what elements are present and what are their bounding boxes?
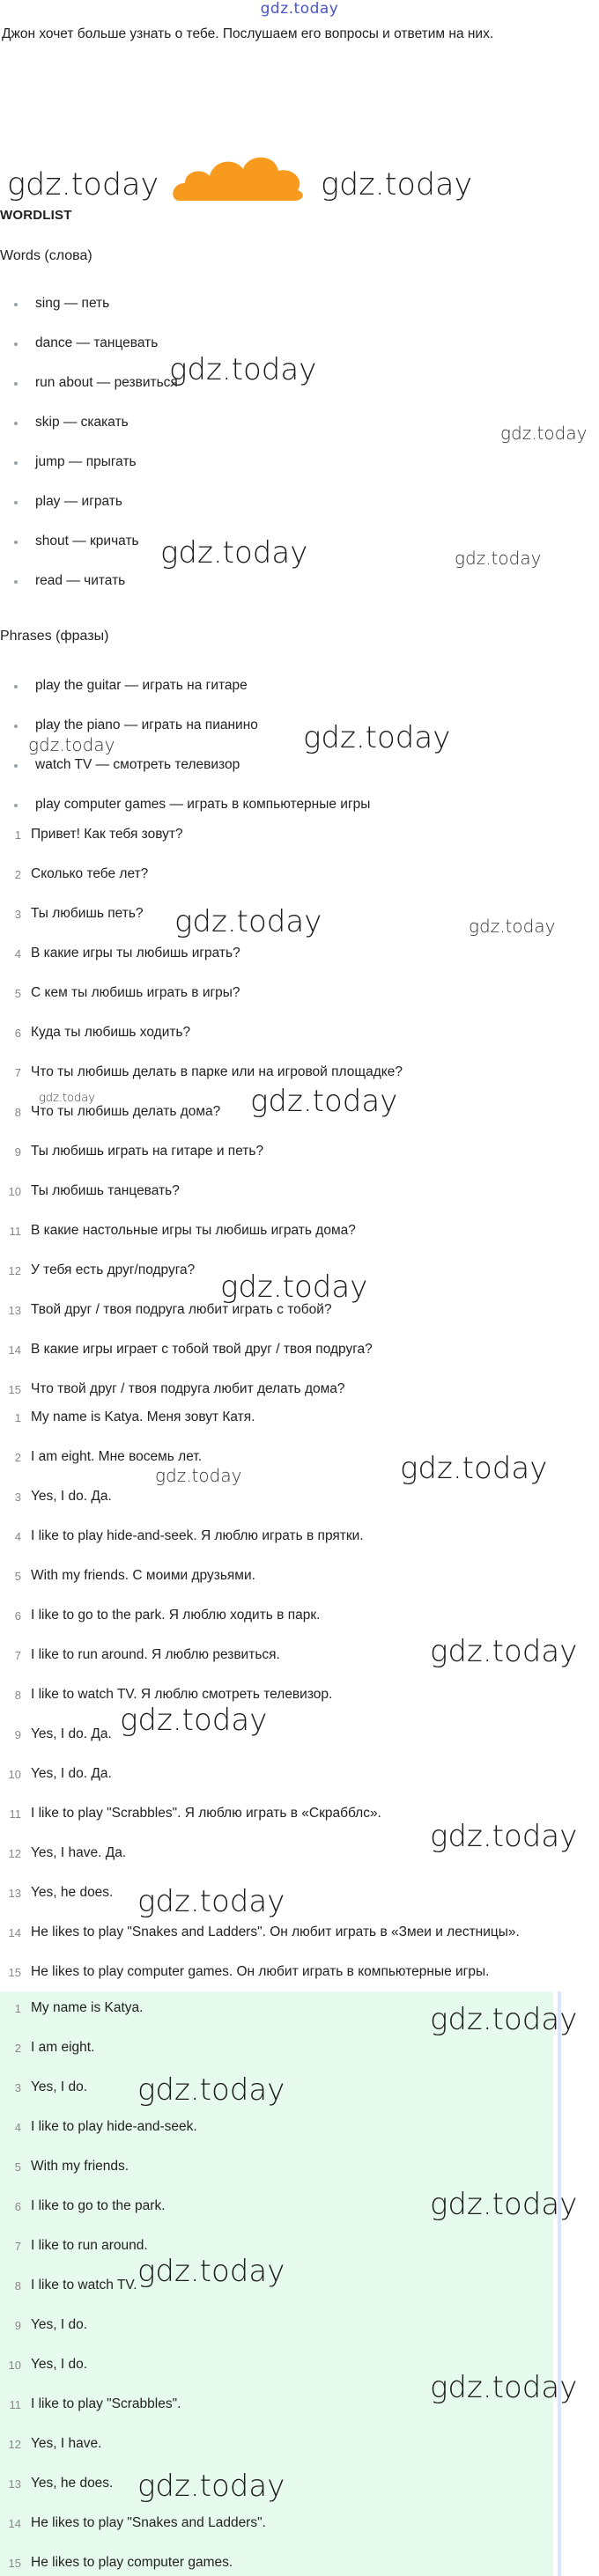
item-number: 2: [14, 2042, 21, 2055]
watermark: gdz.today: [137, 1884, 285, 1919]
item-number: 15: [8, 1383, 21, 1396]
words-title: Words (слова): [0, 248, 92, 263]
phrase-item-text: play the guitar — играть на гитаре: [35, 678, 248, 693]
question-item-text: Что ты любишь делать в парке или на игровой площадке?: [31, 1064, 403, 1079]
item-number: 11: [9, 2398, 21, 2411]
answer-item-text: I like to watch TV.: [31, 2278, 137, 2293]
translated-answer-item: [0, 1726, 581, 1746]
bullet-icon: [14, 342, 18, 346]
watermark: gdz.today: [137, 2072, 285, 2108]
question-item-text: У тебя есть друг/подруга?: [31, 1262, 196, 1277]
question-item: [0, 866, 581, 886]
question-item-text: Что твой друг / твоя подруга любит делать дома?: [31, 1381, 345, 1396]
item-number: 3: [14, 1490, 21, 1504]
translated-answer-item-text: I like to go to the park. Я люблю ходить в парк.: [31, 1608, 321, 1623]
question-item-text: В какие игры играет с тобой твой друг / твоя подруга?: [31, 1342, 373, 1357]
answer-item: [0, 2476, 581, 2495]
item-number: 2: [14, 1451, 21, 1464]
translated-answer-item: [0, 1687, 581, 1706]
bullet-icon: [14, 422, 18, 425]
translated-answer-item: [0, 1608, 581, 1627]
translated-answer-item-text: I like to run around. Я люблю резвиться.: [31, 1647, 280, 1662]
answer-item: [0, 2515, 581, 2535]
wordlist-heading: WORDLIST: [0, 208, 72, 223]
bullet-icon: [14, 580, 18, 584]
translated-answer-item-text: Yes, he does.: [31, 1885, 114, 1900]
translated-answer-item: [0, 1925, 581, 1944]
item-number: 9: [14, 1145, 21, 1159]
item-number: 7: [14, 2240, 21, 2253]
translated-answer-item-text: With my friends. С моими друзьями.: [31, 1568, 255, 1583]
translated-answer-item-text: Yes, I do. Да.: [31, 1489, 112, 1504]
question-item: [0, 1025, 581, 1044]
item-number: 14: [8, 1343, 21, 1357]
bullet-icon: [14, 764, 18, 768]
item-number: 1: [14, 1411, 21, 1424]
question-item-text: Твой друг / твоя подруга любит играть с тобой?: [31, 1302, 332, 1317]
answer-item-text: I like to run around.: [31, 2238, 148, 2253]
answer-item: [0, 2278, 581, 2297]
watermark: gdz.today: [400, 1451, 548, 1486]
answer-item-text: Yes, I have.: [31, 2436, 102, 2451]
item-number: 3: [14, 908, 21, 921]
watermark: gdz.today: [220, 1270, 368, 1305]
watermark: gdz.today: [7, 167, 159, 202]
word-item-text: shout — кричать: [35, 534, 139, 548]
watermark: gdz.today: [28, 734, 115, 755]
item-number: 8: [14, 1106, 21, 1119]
watermark: gdz.today: [39, 1092, 95, 1105]
answer-item-text: I like to go to the park.: [31, 2198, 166, 2213]
watermark: gdz.today: [250, 1084, 398, 1119]
intro-text: Джон хочет больше узнать о тебе. Послушаем его вопросы и ответим на них.: [2, 26, 494, 41]
phrase-item-text: play computer games — играть в компьютерные игры: [35, 797, 371, 812]
word-item-text: read — читать: [35, 573, 126, 588]
item-number: 11: [9, 1225, 21, 1238]
item-number: 6: [14, 1027, 21, 1040]
question-item-text: Ты любишь петь?: [31, 906, 144, 921]
item-number: 1: [14, 2002, 21, 2015]
question-item: [0, 1381, 581, 1401]
item-number: 10: [8, 1768, 21, 1781]
word-item-text: jump — прыгать: [35, 454, 137, 469]
item-number: 8: [14, 1689, 21, 1702]
item-number: 5: [14, 987, 21, 1000]
watermark: gdz.today: [430, 1819, 578, 1854]
answer-item: [0, 2436, 581, 2455]
phrase-item-text: play the piano — играть на пианино: [35, 718, 258, 732]
item-number: 7: [14, 1066, 21, 1079]
item-number: 15: [8, 1966, 21, 1979]
answer-item: [0, 2555, 581, 2574]
question-item: [0, 827, 581, 846]
translated-answer-item: [0, 1568, 581, 1587]
answer-item-text: Yes, I do.: [31, 2079, 88, 2094]
item-number: 14: [8, 2517, 21, 2530]
word-item-text: skip — скакать: [35, 415, 129, 430]
translated-answer-item-text: I like to play hide-and-seek. Я люблю играть в прятки.: [31, 1528, 364, 1543]
word-item: [0, 415, 564, 434]
word-item: [0, 296, 564, 315]
answer-item-text: Yes, he does.: [31, 2476, 114, 2491]
translated-answer-item: [0, 1528, 581, 1548]
item-number: 6: [14, 1609, 21, 1623]
answer-item-text: With my friends.: [31, 2159, 129, 2174]
answer-item: [0, 2238, 581, 2257]
word-item-text: sing — петь: [35, 296, 110, 311]
watermark: gdz.today: [430, 2002, 578, 2037]
word-item-text: play — играть: [35, 494, 122, 509]
translated-answer-item: [0, 1964, 581, 1984]
answer-item: [0, 2040, 581, 2059]
item-number: 13: [8, 2477, 21, 2491]
question-item-text: Что ты любишь делать дома?: [31, 1104, 221, 1119]
answer-item: [0, 2317, 581, 2337]
question-item: [0, 1064, 581, 1084]
item-number: 5: [14, 2160, 21, 2174]
bullet-icon: [14, 303, 18, 306]
question-item-text: В какие настольные игры ты любишь играть дома?: [31, 1223, 356, 1238]
question-item-text: Ты любишь играть на гитаре и петь?: [31, 1144, 264, 1159]
watermark: gdz.today: [303, 720, 451, 755]
answer-item: [0, 2119, 581, 2138]
watermark: gdz.today: [137, 2254, 285, 2289]
translated-answer-item: [0, 1489, 581, 1508]
item-number: 10: [8, 1185, 21, 1198]
answer-item-text: I like to play "Scrabbles".: [31, 2396, 181, 2411]
item-number: 2: [14, 868, 21, 881]
bullet-icon: [14, 382, 18, 386]
watermark: gdz.today: [430, 1634, 578, 1669]
item-number: 14: [8, 1926, 21, 1939]
item-number: 1: [14, 828, 21, 842]
item-number: 8: [14, 2279, 21, 2293]
question-item: [0, 946, 581, 965]
translated-answer-item-text: He likes to play computer games. Он любит играть в компьютерные игры.: [31, 1964, 490, 1979]
answer-item-text: Yes, I do.: [31, 2357, 88, 2372]
item-number: 13: [8, 1304, 21, 1317]
question-item-text: Привет! Как тебя зовут?: [31, 827, 183, 842]
question-item-text: Ты любишь танцевать?: [31, 1183, 180, 1198]
item-number: 6: [14, 2200, 21, 2213]
answer-item-text: He likes to play computer games.: [31, 2555, 233, 2570]
translated-answer-item-text: He likes to play "Snakes and Ladders". Он любит играть в «Змеи и лестницы».: [31, 1925, 520, 1939]
phrase-item: [0, 678, 564, 697]
translated-answer-item-text: Yes, I have. Да.: [31, 1845, 127, 1860]
question-item: [0, 1342, 581, 1361]
translated-answer-item-text: I am eight. Мне восемь лет.: [31, 1449, 202, 1464]
word-item-text: run about — резвиться: [35, 375, 178, 390]
watermark: gdz.today: [469, 916, 556, 937]
translated-answer-item: [0, 1885, 581, 1904]
item-number: 3: [14, 2081, 21, 2094]
item-number: 13: [8, 1887, 21, 1900]
translated-answer-item-text: I like to play "Scrabbles". Я люблю играть в «Скрабблс».: [31, 1806, 381, 1821]
bullet-icon: [14, 804, 18, 807]
item-number: 4: [14, 2121, 21, 2134]
question-item-text: Сколько тебе лет?: [31, 866, 149, 881]
answer-item: [0, 2159, 581, 2178]
bullet-icon: [14, 501, 18, 504]
answer-item-text: My name is Katya.: [31, 2000, 144, 2015]
bullet-icon: [14, 685, 18, 688]
watermark: gdz.today: [169, 352, 317, 387]
translated-answer-item-text: My name is Katya. Меня зовут Катя.: [31, 1409, 255, 1424]
translated-answer-item: [0, 1409, 581, 1429]
item-number: 9: [14, 1728, 21, 1741]
item-number: 4: [14, 1530, 21, 1543]
question-item: [0, 985, 581, 1005]
answer-item-text: I am eight.: [31, 2040, 95, 2055]
answer-item-text: He likes to play "Snakes and Ladders".: [31, 2515, 266, 2530]
item-number: 9: [14, 2319, 21, 2332]
word-item: [0, 573, 564, 592]
watermark: gdz.today: [137, 2469, 285, 2504]
phrases-title: Phrases (фразы): [0, 629, 109, 644]
translated-answer-item: [0, 1766, 581, 1785]
item-number: 11: [9, 1807, 21, 1821]
question-item: [0, 1302, 581, 1321]
question-item: [0, 1223, 581, 1242]
translated-answer-item-text: Yes, I do. Да.: [31, 1726, 112, 1741]
item-number: 12: [8, 2438, 21, 2451]
item-number: 10: [8, 2359, 21, 2372]
item-number: 7: [14, 1649, 21, 1662]
bullet-icon: [14, 725, 18, 728]
answer-item: [0, 2079, 581, 2099]
item-number: 15: [8, 2557, 21, 2570]
translated-answer-item-text: I like to watch TV. Я люблю смотреть телевизор.: [31, 1687, 333, 1702]
watermark: gdz.today: [430, 2187, 578, 2222]
translated-answer-item-text: Yes, I do. Да.: [31, 1766, 112, 1781]
site-logo[interactable]: gdz.today: [260, 0, 339, 18]
question-item: [0, 1183, 581, 1203]
phrase-item: [0, 797, 564, 816]
watermark: gdz.today: [174, 904, 322, 939]
question-item-text: В какие игры ты любишь играть?: [31, 946, 240, 960]
item-number: 12: [8, 1847, 21, 1860]
cloud-logo-icon: [173, 148, 305, 202]
question-item: [0, 1144, 581, 1163]
phrase-item-text: watch TV — смотреть телевизор: [35, 757, 240, 772]
watermark: gdz.today: [160, 535, 308, 570]
watermark: gdz.today: [455, 548, 542, 569]
bullet-icon: [14, 541, 18, 544]
watermark: gdz.today: [120, 1703, 268, 1738]
watermark: gdz.today: [500, 423, 588, 444]
word-item: [0, 454, 564, 474]
word-item-text: dance — танцевать: [35, 335, 159, 350]
item-number: 12: [8, 1264, 21, 1277]
item-number: 4: [14, 947, 21, 960]
question-item-text: С кем ты любишь играть в игры?: [31, 985, 240, 1000]
watermark: gdz.today: [321, 167, 473, 202]
bullet-icon: [14, 461, 18, 465]
question-item-text: Куда ты любишь ходить?: [31, 1025, 191, 1040]
watermark: gdz.today: [430, 2370, 578, 2405]
item-number: 5: [14, 1570, 21, 1583]
answer-item-text: Yes, I do.: [31, 2317, 88, 2332]
watermark: gdz.today: [155, 1465, 242, 1486]
phrase-item: [0, 757, 564, 776]
word-item: [0, 494, 564, 513]
answer-item-text: I like to play hide-and-seek.: [31, 2119, 197, 2134]
